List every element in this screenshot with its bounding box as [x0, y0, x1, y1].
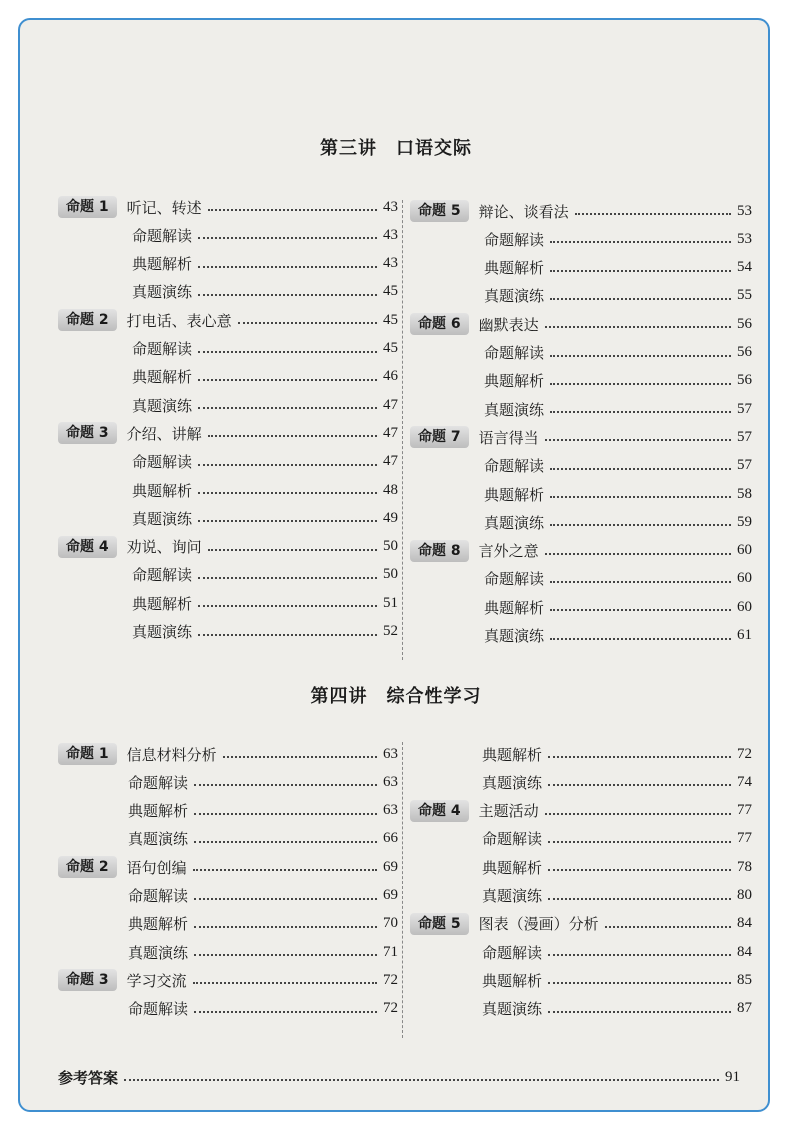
- entry-title: 典题解析: [482, 971, 543, 990]
- leader-dots: [548, 774, 731, 786]
- page-number: 70: [383, 915, 398, 932]
- toc-subentry[interactable]: [132, 562, 398, 588]
- toc-subentry[interactable]: [484, 566, 752, 592]
- leader-dots: [548, 888, 731, 900]
- toc-subentry[interactable]: [482, 967, 752, 993]
- entry-title: 典题解析: [128, 802, 189, 821]
- toc-subentry[interactable]: [132, 619, 398, 645]
- leader-dots: [198, 256, 377, 268]
- entry-title: 真题演练: [482, 773, 543, 792]
- entry-title: 劝说、询问: [126, 538, 202, 557]
- toc-subentry[interactable]: [484, 368, 752, 394]
- entry-title: 打电话、表心意: [126, 311, 232, 330]
- leader-dots: [605, 916, 731, 928]
- page-number: 51: [383, 594, 398, 611]
- page-number: 71: [383, 943, 398, 960]
- toc-subentry[interactable]: [132, 477, 398, 503]
- leader-dots: [208, 539, 377, 551]
- page-number: 61: [737, 627, 752, 643]
- leader-dots: [550, 231, 731, 243]
- leader-dots: [575, 203, 731, 215]
- leader-dots: [194, 774, 377, 786]
- entry-title: 命题解读: [484, 570, 545, 589]
- page-number: 43: [383, 198, 398, 215]
- leader-dots: [198, 567, 377, 579]
- page-number: 47: [383, 453, 398, 470]
- entry-title: 命题解读: [482, 943, 543, 962]
- page-number: 52: [383, 623, 398, 639]
- entry-title: 命题解读: [128, 887, 189, 905]
- leader-dots: [550, 288, 731, 300]
- entry-title: 主题活动: [478, 802, 539, 821]
- leader-dots: [208, 199, 377, 211]
- toc-subentry[interactable]: [482, 883, 752, 909]
- entry-title: 命题解读: [128, 1000, 189, 1019]
- leader-dots: [194, 888, 377, 900]
- toc-topic-entry[interactable]: [410, 198, 752, 224]
- leader-dots: [198, 454, 377, 466]
- topic-badge: 命题 2: [58, 309, 117, 331]
- page-number: 87: [737, 1000, 752, 1017]
- topic-badge: 命题 7: [410, 426, 469, 448]
- toc-subentry[interactable]: [128, 883, 398, 909]
- leader-dots: [545, 803, 731, 815]
- leader-dots: [548, 831, 731, 843]
- entry-title: 典题解析: [482, 745, 543, 764]
- toc-subentry[interactable]: [132, 505, 398, 531]
- page-number: 84: [737, 943, 752, 960]
- page-number: 77: [737, 830, 752, 847]
- leader-dots: [545, 543, 731, 555]
- page-number: 72: [383, 971, 398, 988]
- answers-entry[interactable]: [58, 1064, 740, 1090]
- toc-subentry[interactable]: [484, 594, 752, 620]
- toc-topic-entry[interactable]: [58, 854, 398, 880]
- entry-title: 命题解读: [484, 344, 545, 362]
- page-number: 69: [383, 887, 398, 903]
- toc-subentry[interactable]: [484, 396, 752, 422]
- page-number: 45: [383, 283, 398, 300]
- page-number: 72: [737, 745, 752, 762]
- toc-subentry[interactable]: [482, 769, 752, 795]
- page-number: 57: [737, 457, 752, 474]
- page-number: 69: [383, 858, 398, 875]
- leader-dots: [548, 859, 731, 871]
- toc-subentry[interactable]: [484, 509, 752, 535]
- entry-title: 真题演练: [132, 509, 193, 528]
- entry-title: 命题解读: [132, 226, 193, 245]
- entry-title: 听记、转述: [126, 198, 202, 217]
- answers-title: 参考答案: [58, 1068, 119, 1087]
- toc-topic-entry[interactable]: [410, 424, 752, 450]
- leader-dots: [194, 916, 377, 928]
- toc-topic-entry[interactable]: [58, 534, 398, 560]
- leader-dots: [194, 1001, 377, 1013]
- entry-title: 典题解析: [484, 485, 545, 504]
- column-divider: [402, 742, 403, 1038]
- topic-badge: 命题 2: [58, 856, 117, 878]
- page-number: 43: [383, 226, 398, 243]
- entry-title: 真题演练: [482, 887, 543, 905]
- leader-dots: [548, 746, 731, 758]
- page-number: 47: [383, 424, 398, 441]
- topic-badge: 命题 6: [410, 313, 469, 335]
- toc-topic-entry[interactable]: [58, 741, 398, 767]
- leader-dots: [193, 972, 377, 984]
- entry-title: 语句创编: [126, 858, 187, 877]
- toc-subentry[interactable]: [132, 251, 398, 277]
- entry-title: 学习交流: [126, 971, 187, 990]
- entry-title: 幽默表达: [478, 315, 539, 334]
- page-number: 55: [737, 287, 752, 304]
- entry-title: 典题解析: [484, 372, 545, 391]
- topic-badge: 命题 8: [410, 540, 469, 562]
- toc-subentry[interactable]: [128, 798, 398, 824]
- entry-title: 典题解析: [132, 481, 193, 500]
- page-number: 56: [737, 315, 752, 332]
- toc-subentry[interactable]: [128, 996, 398, 1022]
- page-number: 59: [737, 513, 752, 530]
- toc-topic-entry[interactable]: [410, 911, 752, 937]
- leader-dots: [208, 425, 377, 437]
- toc-subentry[interactable]: [482, 939, 752, 965]
- page-number: 60: [737, 598, 752, 615]
- page-number: 80: [737, 887, 752, 903]
- entry-title: 典题解析: [128, 915, 189, 934]
- toc-subentry[interactable]: [132, 449, 398, 475]
- toc-subentry[interactable]: [482, 854, 752, 880]
- leader-dots: [198, 482, 377, 494]
- topic-badge: 命题 5: [410, 913, 469, 935]
- entry-title: 真题演练: [132, 283, 193, 302]
- toc-subentry[interactable]: [132, 392, 398, 418]
- leader-dots: [548, 944, 731, 956]
- toc-subentry[interactable]: [128, 939, 398, 965]
- entry-title: 语言得当: [478, 428, 539, 447]
- toc-topic-entry[interactable]: [58, 307, 398, 333]
- leader-dots: [124, 1069, 719, 1081]
- toc-topic-entry[interactable]: [58, 194, 398, 220]
- page-number: 50: [383, 538, 398, 555]
- entry-title: 真题演练: [482, 1000, 543, 1019]
- leader-dots: [193, 859, 377, 871]
- entry-title: 命题解读: [132, 453, 193, 472]
- entry-title: 真题演练: [132, 396, 193, 415]
- page-number: 56: [737, 372, 752, 389]
- entry-title: 命题解读: [484, 457, 545, 476]
- page-frame: [18, 18, 770, 1112]
- toc-topic-entry[interactable]: [410, 538, 752, 564]
- page-number: 91: [725, 1068, 740, 1085]
- leader-dots: [238, 312, 377, 324]
- topic-badge: 命题 3: [58, 969, 117, 991]
- column-divider: [402, 200, 403, 660]
- leader-dots: [198, 397, 377, 409]
- page-number: 60: [737, 570, 752, 587]
- entry-title: 命题解读: [132, 340, 193, 358]
- leader-dots: [550, 260, 731, 272]
- entry-title: 真题演练: [128, 943, 189, 962]
- topic-badge: 命题 4: [58, 536, 117, 558]
- leader-dots: [550, 571, 731, 583]
- leader-dots: [194, 944, 377, 956]
- entry-title: 典题解析: [482, 858, 543, 877]
- page-number: 45: [383, 340, 398, 356]
- toc-subentry[interactable]: [128, 769, 398, 795]
- topic-badge: 命题 3: [58, 422, 117, 444]
- page-number: 78: [737, 858, 752, 875]
- leader-dots: [545, 316, 731, 328]
- page-number: 72: [383, 1000, 398, 1017]
- page-number: 74: [737, 773, 752, 790]
- entry-title: 真题演练: [484, 400, 545, 419]
- leader-dots: [550, 458, 731, 470]
- page-number: 63: [383, 745, 398, 762]
- toc-subentry[interactable]: [132, 336, 398, 362]
- page-number: 57: [737, 428, 752, 445]
- leader-dots: [550, 486, 731, 498]
- page-number: 47: [383, 396, 398, 413]
- leader-dots: [198, 341, 377, 353]
- page-number: 46: [383, 368, 398, 385]
- page-number: 58: [737, 485, 752, 502]
- page-number: 50: [383, 566, 398, 583]
- entry-title: 信息材料分析: [126, 745, 217, 764]
- leader-dots: [548, 1001, 731, 1013]
- toc-subentry[interactable]: [482, 826, 752, 852]
- leader-dots: [194, 831, 377, 843]
- leader-dots: [550, 599, 731, 611]
- entry-title: 典题解析: [132, 594, 193, 613]
- page-number: 56: [737, 344, 752, 360]
- toc-subentry[interactable]: [484, 283, 752, 309]
- page-number: 43: [383, 255, 398, 272]
- page-number: 85: [737, 971, 752, 988]
- toc-topic-entry[interactable]: [410, 311, 752, 337]
- page-number: 45: [383, 311, 398, 328]
- leader-dots: [198, 595, 377, 607]
- topic-badge: 命题 1: [58, 196, 117, 218]
- section-title-3: 第三讲 口语交际: [320, 138, 472, 159]
- leader-dots: [198, 510, 377, 522]
- leader-dots: [550, 628, 731, 640]
- toc-topic-entry[interactable]: [58, 967, 398, 993]
- entry-title: 辩论、谈看法: [478, 202, 569, 221]
- section-title-4: 第四讲 综合性学习: [310, 686, 482, 707]
- entry-title: 典题解析: [132, 255, 193, 274]
- page-number: 66: [383, 830, 398, 847]
- toc-subentry[interactable]: [128, 911, 398, 937]
- page-number: 53: [737, 230, 752, 247]
- topic-badge: 命题 1: [58, 743, 117, 765]
- entry-title: 命题解读: [128, 773, 189, 792]
- toc-topic-entry[interactable]: [58, 420, 398, 446]
- page-number: 57: [737, 400, 752, 417]
- entry-title: 介绍、讲解: [126, 424, 202, 443]
- leader-dots: [550, 373, 731, 385]
- entry-title: 图表（漫画）分析: [478, 915, 599, 934]
- leader-dots: [198, 369, 377, 381]
- page-number: 84: [737, 915, 752, 932]
- page-number: 48: [383, 481, 398, 498]
- entry-title: 命题解读: [132, 566, 193, 585]
- leader-dots: [550, 345, 731, 357]
- entry-title: 言外之意: [478, 542, 539, 561]
- topic-badge: 命题 4: [410, 800, 469, 822]
- toc-subentry[interactable]: [482, 741, 752, 767]
- entry-title: 命题解读: [482, 830, 543, 849]
- toc-topic-entry[interactable]: [410, 798, 752, 824]
- leader-dots: [198, 284, 377, 296]
- leader-dots: [194, 803, 377, 815]
- page-number: 77: [737, 802, 752, 819]
- topic-badge: 命题 5: [410, 200, 469, 222]
- leader-dots: [545, 429, 731, 441]
- leader-dots: [548, 972, 731, 984]
- toc-subentry[interactable]: [132, 590, 398, 616]
- leader-dots: [550, 401, 731, 413]
- entry-title: 真题演练: [484, 627, 545, 645]
- toc-subentry[interactable]: [484, 453, 752, 479]
- toc-subentry[interactable]: [484, 255, 752, 281]
- page-number: 63: [383, 802, 398, 819]
- leader-dots: [198, 624, 377, 636]
- entry-title: 典题解析: [484, 259, 545, 278]
- toc-subentry[interactable]: [132, 279, 398, 305]
- entry-title: 典题解析: [132, 368, 193, 387]
- leader-dots: [223, 746, 377, 758]
- entry-title: 真题演练: [128, 830, 189, 849]
- entry-title: 真题演练: [484, 287, 545, 306]
- leader-dots: [198, 227, 377, 239]
- toc-subentry[interactable]: [132, 364, 398, 390]
- page-number: 53: [737, 202, 752, 219]
- page-number: 54: [737, 259, 752, 276]
- entry-title: 真题演练: [484, 513, 545, 532]
- toc-subentry[interactable]: [484, 340, 752, 366]
- toc-subentry[interactable]: [132, 222, 398, 248]
- entry-title: 命题解读: [484, 230, 545, 249]
- page-number: 63: [383, 773, 398, 790]
- toc-subentry[interactable]: [482, 996, 752, 1022]
- toc-subentry[interactable]: [484, 226, 752, 252]
- entry-title: 典题解析: [484, 598, 545, 617]
- toc-subentry[interactable]: [484, 623, 752, 649]
- toc-subentry[interactable]: [484, 481, 752, 507]
- toc-subentry[interactable]: [128, 826, 398, 852]
- entry-title: 真题演练: [132, 623, 193, 641]
- page-number: 49: [383, 509, 398, 526]
- leader-dots: [550, 514, 731, 526]
- page-number: 60: [737, 542, 752, 559]
